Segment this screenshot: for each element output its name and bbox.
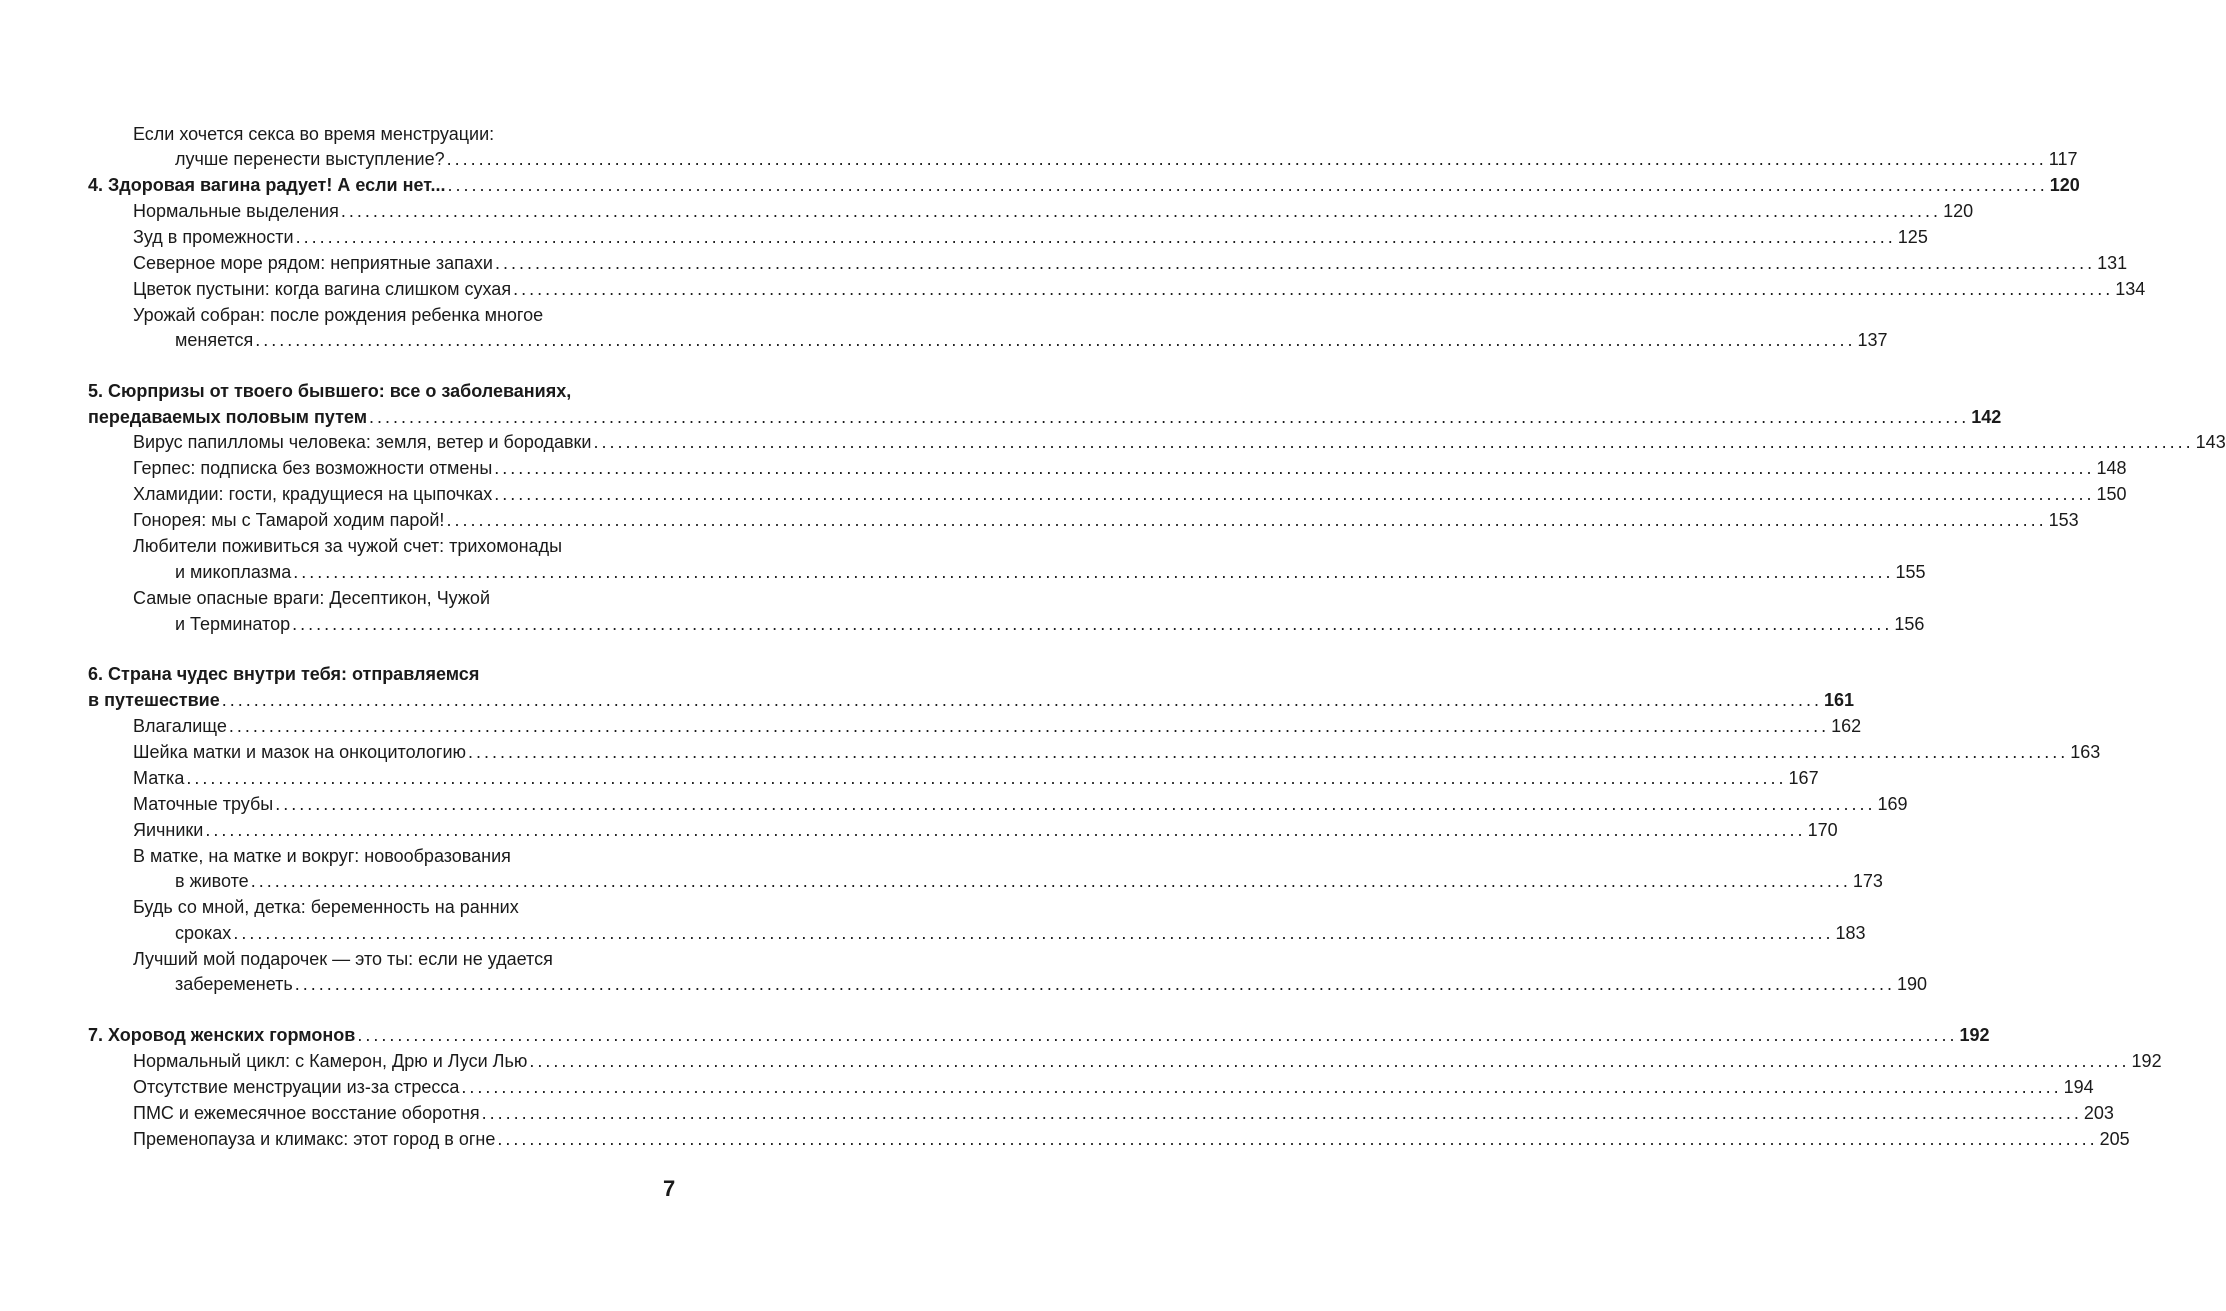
toc-entry-line xyxy=(133,507,2079,533)
dot-leader: ........................................................................................................................................................................................................ xyxy=(513,279,2114,299)
dot-leader: ........................................................................................................................................................................................................ xyxy=(468,742,2069,762)
toc-entry-title: меняется xyxy=(175,330,254,350)
toc-page-number: 203 xyxy=(2083,1103,2114,1123)
toc-entry-line xyxy=(133,198,1974,224)
toc-entry-line xyxy=(133,739,2101,765)
toc-chapter-line xyxy=(88,661,479,687)
dot-leader: ........................................................................................................................................................................................................ xyxy=(447,175,2048,195)
toc-entry-line xyxy=(133,250,2128,276)
toc-entry-title: забеременеть xyxy=(175,974,293,994)
toc-entry-title: Пременопауза и климакс: этот город в огне xyxy=(133,1129,496,1149)
toc-page-number: 155 xyxy=(1895,562,1926,582)
toc-entry-line xyxy=(133,946,553,972)
dot-leader: ........................................................................................................................................................................................................ xyxy=(369,407,1970,427)
dot-leader: ........................................................................................................................................................................................................ xyxy=(186,768,1787,788)
toc-entry-line xyxy=(133,455,2127,481)
toc-entry-line xyxy=(133,533,562,559)
toc-entry-title: Яичники xyxy=(133,820,204,840)
toc-page-number: 125 xyxy=(1897,227,1928,247)
toc-entry-line xyxy=(133,1048,2162,1074)
toc-entry-title: и Терминатор xyxy=(175,614,291,634)
toc-entry-line xyxy=(133,713,1862,739)
toc-entry-title: Лучший мой подарочек — это ты: если не удается xyxy=(133,949,553,969)
toc-entry-title: Нормальный цикл: с Камерон, Дрю и Луси Лью xyxy=(133,1051,528,1071)
toc-entry-title: в животе xyxy=(175,871,249,891)
dot-leader: ........................................................................................................................................................................................................ xyxy=(593,432,2194,452)
toc-page-number: 192 xyxy=(1959,1025,1990,1045)
toc-entry-title: сроках xyxy=(175,923,232,943)
toc-entry-title: Нормальные выделения xyxy=(133,201,339,221)
dot-leader: ........................................................................................................................................................................................................ xyxy=(228,716,1830,736)
toc-page-number: 183 xyxy=(1835,923,1866,943)
dot-leader: ........................................................................................................................................................................................................ xyxy=(481,1103,2082,1123)
dot-leader: ........................................................................................................................................................................................................ xyxy=(233,923,1834,943)
toc-entry-title: Гонорея: мы с Тамарой ходим парой! xyxy=(133,510,445,530)
toc-entry-line xyxy=(133,843,511,869)
toc-entry-title: и микоплазма xyxy=(175,562,292,582)
toc-page-number: 169 xyxy=(1877,794,1908,814)
toc-page-number: 205 xyxy=(2099,1129,2130,1149)
dot-leader: ........................................................................................................................................................................................................ xyxy=(494,484,2095,504)
toc-entry-title: Герпес: подписка без возможности отмены xyxy=(133,458,493,478)
toc-entry-title: в путешествие xyxy=(88,690,220,710)
toc-page-number: 134 xyxy=(2115,279,2146,299)
dot-leader: ........................................................................................................................................................................................................ xyxy=(292,614,1893,634)
toc-page-number: 148 xyxy=(2096,458,2127,478)
toc-entry-title: Отсутствие менструации из-за стресса xyxy=(133,1077,460,1097)
dot-leader: ........................................................................................................................................................................................................ xyxy=(255,330,1856,350)
dot-leader: ........................................................................................................................................................................................................ xyxy=(221,690,1822,710)
toc-entry-title: 6. Страна чудес внутри тебя: отправляемся xyxy=(88,664,480,684)
dot-leader: ........................................................................................................................................................................................................ xyxy=(446,149,2047,169)
toc-entry-line xyxy=(175,920,1866,946)
toc-entry-title: Любители поживиться за чужой счет: трихомонады xyxy=(133,536,563,556)
toc-entry-line xyxy=(133,276,2146,302)
toc-chapter-line xyxy=(88,404,2002,430)
toc-chapter-line xyxy=(88,172,2080,198)
toc-entry-line xyxy=(133,1074,2094,1100)
toc-page-number: 161 xyxy=(1823,690,1854,710)
toc-entry-line xyxy=(133,481,2127,507)
toc-entry-title: Если хочется секса во время менструации: xyxy=(133,124,495,144)
toc-page-number: 142 xyxy=(1971,407,2002,427)
toc-entry-title: 4. Здоровая вагина радует! А если нет... xyxy=(88,175,446,195)
dot-leader: ........................................................................................................................................................................................................ xyxy=(275,794,1876,814)
toc-page-number: 173 xyxy=(1852,871,1883,891)
toc-entry-title: Будь со мной, детка: беременность на ранних xyxy=(133,897,519,917)
toc-page-number: 131 xyxy=(2097,253,2128,273)
toc-entry-line xyxy=(175,868,1883,894)
toc-entry-title: Самые опасные враги: Десептикон, Чужой xyxy=(133,588,490,608)
toc-entry-title: лучше перенести выступление? xyxy=(175,149,445,169)
toc-entry-line xyxy=(133,302,543,328)
toc-entry-title: Урожай собран: после рождения ребенка многое xyxy=(133,305,544,325)
dot-leader: ........................................................................................................................................................................................................ xyxy=(446,510,2047,530)
toc-entry-line xyxy=(175,146,2078,172)
toc-entry-title: 5. Сюрпризы от твоего бывшего: все о заболеваниях, xyxy=(88,381,572,401)
toc-entry-line xyxy=(133,121,494,147)
toc-page-number: 150 xyxy=(2096,484,2127,504)
toc-entry-title: Хламидии: гости, крадущиеся на цыпочках xyxy=(133,484,493,504)
toc-entry-title: Матка xyxy=(133,768,185,788)
toc-chapter-line xyxy=(88,687,1854,713)
toc-entry-title: Маточные трубы xyxy=(133,794,274,814)
dot-leader: ........................................................................................................................................................................................................ xyxy=(295,227,1896,247)
toc-page-number: 190 xyxy=(1896,974,1928,994)
toc-entry-line xyxy=(133,817,1838,843)
toc-page-number: 120 xyxy=(2049,175,2080,195)
toc-entry-line xyxy=(133,1126,2130,1152)
toc-page-number: 117 xyxy=(2048,149,2078,169)
toc-entry-title: Северное море рядом: неприятные запахи xyxy=(133,253,493,273)
toc-entry-title: Зуд в промежности xyxy=(133,227,294,247)
toc-page-number: 162 xyxy=(1831,716,1862,736)
toc-entry-title: Цветок пустыни: когда вагина слишком сухая xyxy=(133,279,512,299)
toc-chapter-line xyxy=(88,378,571,404)
toc-page-number: 167 xyxy=(1788,768,1819,788)
toc-entry-line xyxy=(133,224,1928,250)
dot-leader: ........................................................................................................................................................................................................ xyxy=(461,1077,2062,1097)
toc-entry-line xyxy=(175,611,1925,637)
dot-leader: ........................................................................................................................................................................................................ xyxy=(340,201,1942,221)
dot-leader: ........................................................................................................................................................................................................ xyxy=(357,1025,1958,1045)
toc-entry-line xyxy=(133,765,1819,791)
toc-entry-line xyxy=(133,585,490,611)
toc-entry-title: В матке, на матке и вокруг: новообразования xyxy=(133,846,511,866)
toc-entry-line xyxy=(133,429,2226,455)
toc-page-number: 143 xyxy=(2195,432,2226,452)
toc-entry-title: Вирус папилломы человека: земля, ветер и бородавки xyxy=(133,432,592,452)
dot-leader: ........................................................................................................................................................................................................ xyxy=(494,253,2096,273)
toc-entry-line xyxy=(175,971,1928,997)
dot-leader: ........................................................................................................................................................................................................ xyxy=(529,1051,2130,1071)
toc-entry-line xyxy=(133,1100,2114,1126)
toc-entry-line xyxy=(175,327,1888,353)
toc-page-number: 120 xyxy=(1943,201,1974,221)
toc-page-number: 170 xyxy=(1807,820,1838,840)
toc-entry-title: Влагалище xyxy=(133,716,227,736)
toc-page-number: 137 xyxy=(1857,330,1888,350)
toc-chapter-line xyxy=(88,1022,1990,1048)
dot-leader: ........................................................................................................................................................................................................ xyxy=(497,1129,2098,1149)
toc-entry-line xyxy=(133,791,1908,817)
dot-leader: ........................................................................................................................................................................................................ xyxy=(294,974,1895,994)
page-number: 7 xyxy=(663,1176,676,1201)
dot-leader: ........................................................................................................................................................................................................ xyxy=(494,458,2095,478)
toc-page-number: 156 xyxy=(1894,614,1925,634)
toc-page-number: 192 xyxy=(2131,1051,2162,1071)
toc-page-number: 163 xyxy=(2070,742,2101,762)
toc-entry-title: ПМС и ежемесячное восстание оборотня xyxy=(133,1103,480,1123)
toc-entry-title: 7. Хоровод женских гормонов xyxy=(88,1025,356,1045)
dot-leader: ........................................................................................................................................................................................................ xyxy=(205,820,1806,840)
toc-page-number: 153 xyxy=(2048,510,2079,530)
toc-entry-title: Шейка матки и мазок на онкоцитологию xyxy=(133,742,467,762)
toc-page-number: 194 xyxy=(2063,1077,2094,1097)
dot-leader: ........................................................................................................................................................................................................ xyxy=(250,871,1851,891)
toc-entry-line xyxy=(175,559,1926,585)
toc-entry-title: передаваемых половым путем xyxy=(88,407,368,427)
toc-entry-line xyxy=(133,894,519,920)
dot-leader: ........................................................................................................................................................................................................ xyxy=(293,562,1894,582)
